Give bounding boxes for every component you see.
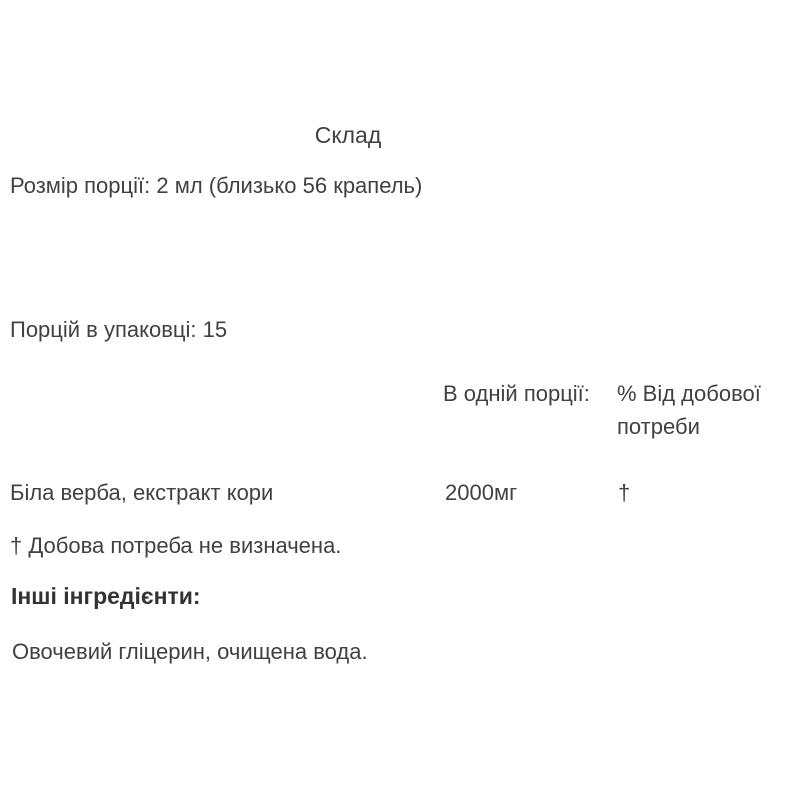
servings-per-container-text: Порцій в упаковці: 15 <box>10 317 228 342</box>
composition-title: Склад <box>314 122 382 148</box>
other-ingredients-label: Інші інгредієнти: <box>11 583 201 609</box>
serving-size-text: Розмір порції: 2 мл (близько 56 крапель) <box>10 173 423 198</box>
daily-value-footnote: † Добова потреба не визначена. <box>10 533 342 558</box>
ingredient-name: Біла верба, екстракт кори <box>10 480 274 505</box>
table-header-amount-per-serving: В одній порції: <box>443 381 590 406</box>
other-ingredients-text: Овочевий гліцерин, очищена вода. <box>12 639 368 664</box>
table-header-daily-value: % Від добової потреби <box>617 381 761 439</box>
ingredient-amount: 2000мг <box>445 480 518 505</box>
ingredient-daily-value: † <box>618 480 631 505</box>
